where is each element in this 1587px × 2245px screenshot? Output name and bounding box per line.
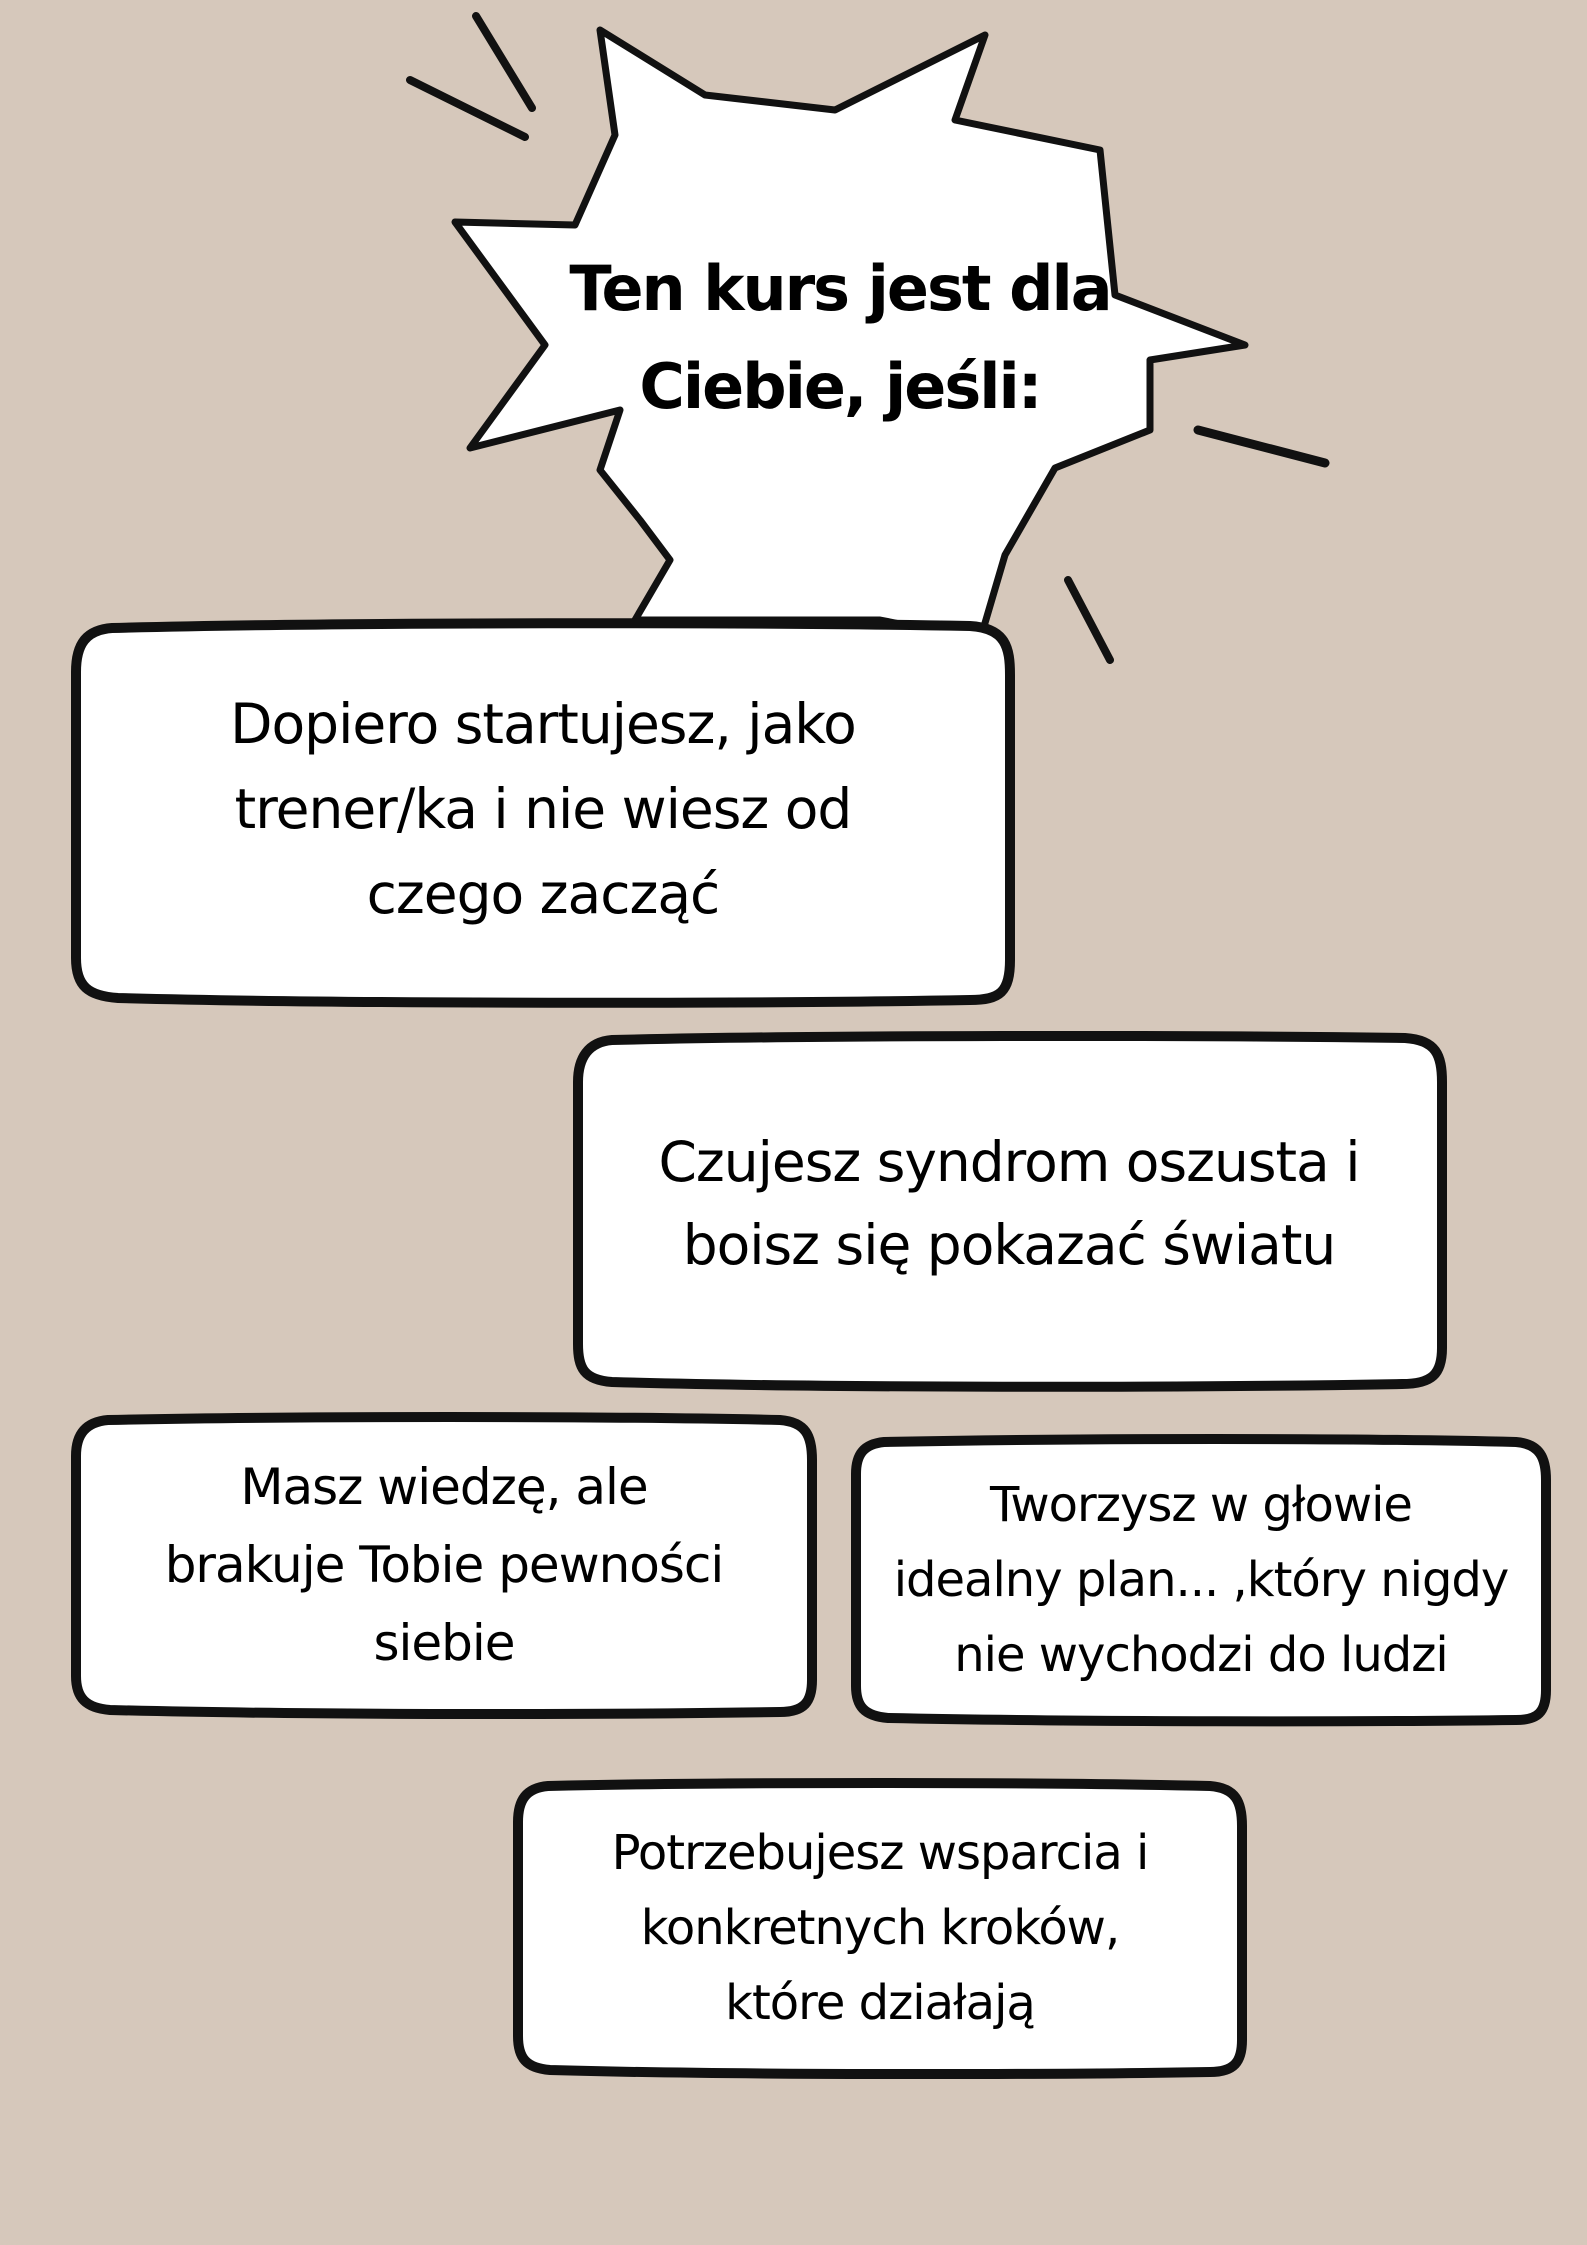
card-lacking-confidence (76, 1417, 812, 1713)
card-text: Masz wiedzę, ale brakuje Tobie pewności siebie (164, 1458, 724, 1672)
burst-stroke-1 (476, 16, 532, 108)
headline-line-1: Ten kurs jest dla (569, 252, 1111, 325)
headline-line-2: Ciebie, jeśli: (639, 350, 1041, 423)
burst-stroke-3 (1198, 430, 1325, 463)
card-ideal-plan (855, 1440, 1547, 1720)
card-impostor-syndrome (576, 1035, 1442, 1387)
card-just-starting (76, 622, 1010, 1006)
burst-stroke-4 (1068, 580, 1110, 660)
card-text: Potrzebujesz wsparcia i konkretnych kroków, które działają (611, 1824, 1149, 2031)
headline (530, 240, 1150, 436)
card-need-support (517, 1783, 1243, 2073)
burst-stroke-2 (410, 80, 525, 137)
card-text: Czujesz syndrom oszusta i boisz się pokazać światu (658, 1130, 1360, 1277)
card-text: Tworzysz w głowie idealny plan... ,który nigdy nie wychodzi do ludzi (893, 1476, 1509, 1683)
card-text: Dopiero startujesz, jako trener/ka i nie wiesz od czego zacząć (230, 691, 856, 926)
